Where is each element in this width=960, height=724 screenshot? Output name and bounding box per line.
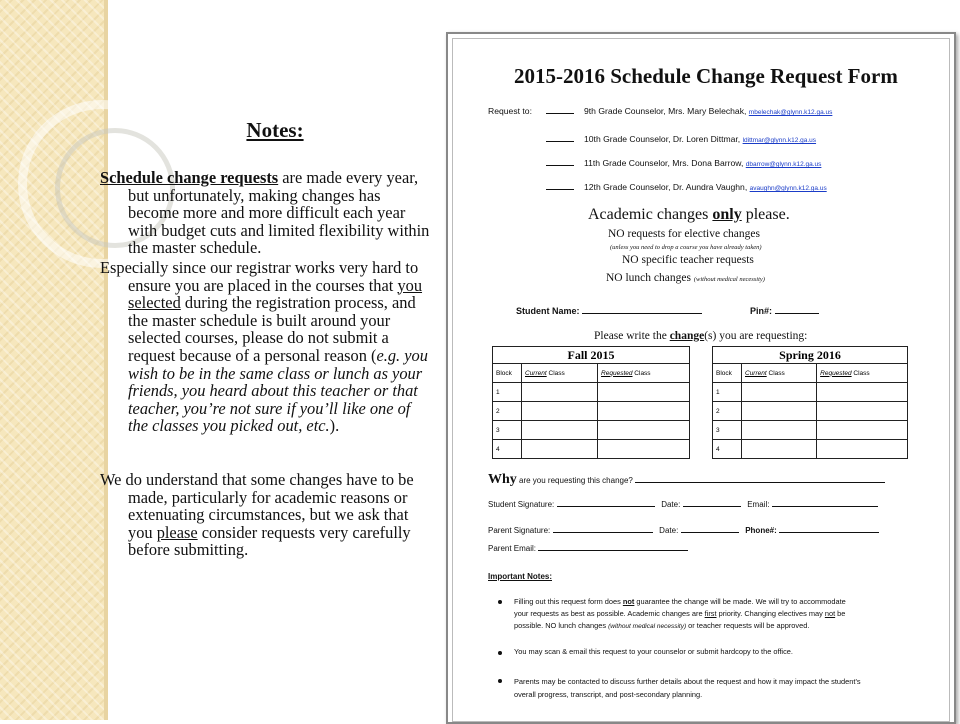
fall-current-4 [522, 440, 598, 459]
form-title: 2015-2016 Schedule Change Request Form [514, 64, 898, 88]
b1-first: first [704, 609, 717, 618]
student-email-label: Email: [747, 500, 770, 509]
counselor-11-email: dbarrow@glynn.k12.ga.us [745, 161, 822, 168]
fall-current-2 [522, 402, 598, 421]
bullet-dot [498, 679, 502, 683]
notes-p2-a: Especially since our registrar works very hard to ensure you are placed in the courses that [100, 257, 419, 295]
fall-block-1: 1 [493, 383, 522, 402]
student-date-label: Date: [661, 500, 681, 509]
request-to-label: Request to: [488, 106, 532, 116]
spring-col-block: Block [713, 364, 742, 383]
parent-signature-row [488, 526, 879, 535]
academic-only-line [588, 206, 790, 224]
why-row [488, 472, 885, 488]
b1-f: possible. NO lunch changes [514, 621, 609, 630]
spring-col-requested-rest: Class [851, 369, 870, 377]
important-note-2: You may scan & email this request to your counselor or submit hardcopy to the office. [514, 647, 793, 656]
notes-p3-a: We do understand that some changes have to be made, particularly for academic reasons or extenuating circumstances, but we ask that you [100, 469, 414, 542]
fall-col-current [522, 364, 598, 383]
important-note-3 [514, 675, 861, 701]
counselor-11-text: 11th Grade Counselor, Mrs. Dona Barrow, [584, 158, 744, 168]
student-sig-label: Student Signature: [488, 500, 555, 509]
fall-current-3 [522, 421, 598, 440]
no-teacher-line: NO specific teacher requests [622, 254, 754, 266]
notes-paragraph-1 [100, 169, 430, 257]
fall-block-2: 2 [493, 402, 522, 421]
counselor-row-10 [546, 134, 816, 144]
no-elective-line: NO requests for elective changes [608, 228, 760, 240]
parent-email-row [488, 544, 688, 553]
notes-p3-underline: please [156, 522, 198, 542]
b1-not2: not [824, 609, 836, 618]
fall-col-current-u: Current [525, 369, 547, 377]
bullet-dot [498, 651, 502, 655]
academic-only: only [712, 206, 742, 223]
pin-row [750, 306, 819, 316]
notes-title: Notes: [246, 118, 304, 142]
parent-sig-label: Parent Signature: [488, 526, 551, 535]
b1-not: not [622, 597, 635, 606]
spring-header: Spring 2016 [713, 347, 908, 364]
spring-block-4: 4 [713, 440, 742, 459]
pin-label: Pin#: [750, 306, 773, 316]
notes-column [100, 118, 430, 561]
counselor-10-text: 10th Grade Counselor, Dr. Loren Dittmar, [584, 134, 741, 144]
write-a: Please write the [594, 330, 670, 342]
b1-b: guarantee the change will be made. We will try to accommodate [634, 597, 846, 606]
spring-col-current [742, 364, 817, 383]
fall-header: Fall 2015 [493, 347, 690, 364]
counselor-12-email: avaughn@glynn.k12.ga.us [749, 185, 827, 192]
notes-p1-rest: are made every year, but unfortunately, making changes has become more and more difficult each year with budget cuts and limited flexibility within the master schedule. [128, 168, 430, 258]
notes-paragraph-3 [100, 471, 430, 559]
b1-d: priority. Changing electives may [716, 609, 825, 618]
spring-requested-1 [817, 383, 908, 402]
notes-p2-underline: you selected [128, 275, 423, 313]
b1-c: your requests as best as possible. Academic changes are [514, 609, 705, 618]
request-form-image [446, 32, 956, 724]
fall-current-1 [522, 383, 598, 402]
parent-phone-label: Phone#: [745, 526, 777, 535]
spring-table [712, 346, 908, 459]
write-change: change [669, 330, 705, 342]
fall-col-requested-rest: Class [632, 369, 651, 377]
spring-col-current-u: Current [745, 369, 767, 377]
fall-col-current-rest: Class [546, 369, 565, 377]
spring-block-2: 2 [713, 402, 742, 421]
counselor-9-text: 9th Grade Counselor, Mrs. Mary Belechak, [584, 106, 747, 116]
notes-p2-end: ). [329, 416, 340, 436]
notes-paragraph-2 [100, 259, 430, 435]
why-rest: are you requesting this change? [516, 476, 633, 485]
academic-a: Academic changes [588, 206, 713, 223]
spring-col-current-rest: Class [766, 369, 785, 377]
fall-block-3: 3 [493, 421, 522, 440]
spring-current-4 [742, 440, 817, 459]
spring-current-3 [742, 421, 817, 440]
bullet-dot [498, 600, 502, 604]
spring-col-requested-u: Requested [820, 369, 852, 377]
counselor-9-email: mbelechak@glynn.k12.ga.us [748, 109, 833, 116]
spring-current-2 [742, 402, 817, 421]
notes-p2-italic: e.g. you wish to be in the same class or lunch as your friends, you heard about this teacher or that teacher, you’re not sure if you’ll like one of the classes you picked out, etc. [128, 345, 428, 436]
important-notes-heading: Important Notes: [488, 572, 552, 581]
spring-col-requested [817, 364, 908, 383]
counselor-row-9 [546, 106, 832, 116]
b1-g: or teacher requests will be approved. [686, 621, 810, 630]
b1-a: Filling out this request form does [514, 597, 623, 606]
b1-e: be [835, 609, 846, 618]
why-label: Why [488, 472, 517, 487]
write-change-line [594, 330, 807, 342]
fall-col-block: Block [493, 364, 522, 383]
write-b: (s) you are requesting: [704, 330, 808, 342]
notes-p1-lead: Schedule change requests [100, 168, 279, 187]
counselor-12-text: 12th Grade Counselor, Dr. Aundra Vaughn, [584, 182, 748, 192]
counselor-row-12 [546, 182, 827, 192]
fall-block-4: 4 [493, 440, 522, 459]
fall-col-requested-u: Requested [601, 369, 633, 377]
no-elective-note: (unless you need to drop a course you have already taken) [610, 244, 762, 251]
spring-current-1 [742, 383, 817, 402]
fall-col-requested [598, 364, 690, 383]
counselor-10-email: ldittmar@glynn.k12.ga.us [742, 137, 817, 144]
parent-email-label: Parent Email: [488, 544, 537, 553]
important-note-1 [514, 596, 846, 633]
student-name-row [516, 306, 702, 316]
spring-block-1: 1 [713, 383, 742, 402]
fall-requested-3 [598, 421, 690, 440]
spring-block-3: 3 [713, 421, 742, 440]
notes-p3-b: consider requests very carefully before submitting. [128, 522, 411, 560]
no-lunch: NO lunch changes [606, 272, 691, 284]
no-lunch-line [606, 272, 765, 284]
b3-a: Parents may be contacted to discuss further details about the request and how it may impact the student’s [514, 677, 861, 686]
fall-requested-1 [598, 383, 690, 402]
spring-requested-2 [817, 402, 908, 421]
spring-requested-3 [817, 421, 908, 440]
student-name-label: Student Name: [516, 306, 580, 316]
fall-requested-2 [598, 402, 690, 421]
student-signature-row [488, 500, 878, 509]
fall-requested-4 [598, 440, 690, 459]
no-lunch-note: (without medical necessity) [693, 276, 765, 283]
b1-note: (without medical necessity) [608, 623, 687, 630]
fall-table [492, 346, 690, 459]
notes-p2-b: during the registration process, and the master schedule is built around your selected courses, please do not submit a request because of a personal reason ( [128, 293, 416, 365]
b3-b: overall progress, transcript, and post-secondary planning. [514, 690, 703, 699]
spring-requested-4 [817, 440, 908, 459]
parent-date-label: Date: [659, 526, 679, 535]
counselor-row-11 [546, 158, 821, 168]
academic-b: please. [741, 206, 790, 223]
